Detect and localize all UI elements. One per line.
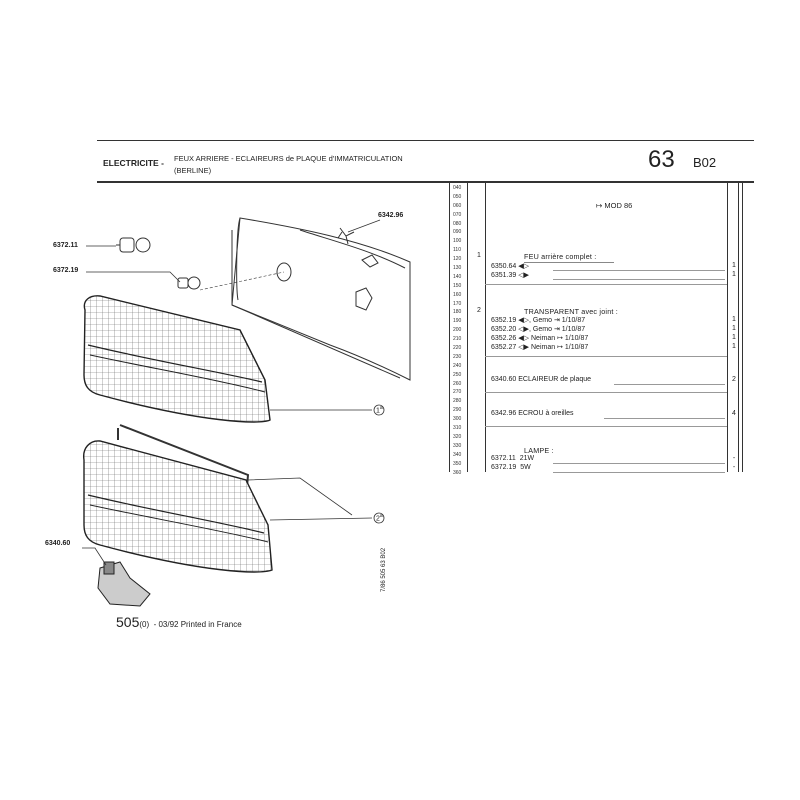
lampe-title: LAMPE : bbox=[524, 446, 554, 455]
group-title-1: FEU arrière complet : bbox=[524, 252, 597, 261]
row-number: 070 bbox=[453, 211, 462, 218]
part-row: 6352.20 ◁▶, Gemo ⇥ 1/10/87 bbox=[491, 326, 586, 333]
bulb-5w-icon bbox=[178, 277, 200, 289]
dotted-leader bbox=[604, 418, 725, 419]
row-number: 330 bbox=[453, 442, 462, 449]
part-row: 6372.19 5W bbox=[491, 464, 531, 471]
part-row: 6352.19 ◀▷, Gemo ⇥ 1/10/87 bbox=[491, 317, 586, 324]
row-number: 250 bbox=[453, 371, 462, 378]
row-number: 230 bbox=[453, 353, 462, 360]
left-right-arrow-icon: ◁▶ bbox=[518, 272, 530, 279]
group-separator bbox=[485, 356, 727, 357]
part-row: 6342.96 ECROU à oreilles bbox=[491, 410, 574, 417]
qty: 1 bbox=[732, 316, 736, 323]
row-number: 240 bbox=[453, 362, 462, 369]
dotted-leader bbox=[553, 472, 725, 473]
qty: - bbox=[732, 455, 736, 462]
col-rule bbox=[727, 182, 728, 472]
car-body-panel bbox=[232, 218, 410, 380]
dotted-leader bbox=[553, 270, 725, 271]
row-number: 320 bbox=[453, 433, 462, 440]
row-number-column bbox=[453, 186, 461, 479]
row-number: 130 bbox=[453, 265, 462, 272]
row-number: 340 bbox=[453, 451, 462, 458]
group-title-underline bbox=[524, 262, 614, 263]
row-number: 080 bbox=[453, 220, 462, 227]
part-row: 6350.64 ◀▷ bbox=[491, 263, 530, 270]
arrow-bar-icon: ↦ bbox=[596, 201, 603, 210]
col-rule bbox=[485, 182, 486, 472]
col-rule bbox=[742, 182, 743, 472]
row-number: 310 bbox=[453, 425, 462, 432]
group-number: 63 bbox=[648, 146, 675, 173]
plate-light-icon bbox=[98, 562, 150, 606]
row-number: 260 bbox=[453, 380, 462, 387]
left-right-arrow-icon: ◀▷ bbox=[518, 263, 530, 270]
part-row: 6351.39 ◁▶ bbox=[491, 272, 530, 279]
marker-2: 2$^a$ bbox=[376, 513, 383, 523]
group-separator bbox=[485, 392, 727, 393]
arrow-bar-right-icon: ⇥ bbox=[553, 317, 560, 324]
qty: 1 bbox=[732, 271, 736, 278]
row-number: 290 bbox=[453, 407, 462, 414]
callout-label: 6342.96 bbox=[378, 212, 404, 219]
row-number: 350 bbox=[453, 460, 462, 467]
bar-arrow-right-icon: ↦ bbox=[557, 335, 563, 342]
dotted-leader bbox=[553, 279, 725, 280]
row-number: 170 bbox=[453, 300, 462, 307]
mod-label: ↦ MOD 86 bbox=[596, 201, 633, 210]
row-number: 270 bbox=[453, 389, 462, 396]
vertical-code: 7/86 505 63 B02 bbox=[381, 547, 387, 592]
row-number: 090 bbox=[453, 229, 462, 236]
callout-label: 6372.11 bbox=[53, 242, 78, 249]
row-number: 180 bbox=[453, 309, 462, 316]
qty: 4 bbox=[732, 410, 736, 417]
part-row: 6340.60 ECLAIREUR de plaque bbox=[491, 376, 592, 383]
row-number: 110 bbox=[453, 247, 461, 254]
col-rule bbox=[467, 182, 468, 472]
row-number: 280 bbox=[453, 398, 462, 405]
qty: 2 bbox=[732, 376, 736, 383]
row-number: 190 bbox=[453, 318, 462, 325]
part-row: 6352.27 ◁▶ Neiman ↦ 1/10/87 bbox=[491, 344, 589, 351]
row-number: 060 bbox=[453, 202, 462, 209]
left-right-arrow-icon: ◁▶ bbox=[518, 344, 530, 351]
qty: 1 bbox=[732, 334, 736, 341]
bar-arrow-right-icon: ↦ bbox=[557, 344, 563, 351]
row-number: 360 bbox=[453, 469, 462, 476]
row-number: 300 bbox=[453, 416, 462, 423]
left-right-arrow-icon: ◁▶ bbox=[518, 326, 530, 333]
dotted-leader bbox=[553, 463, 725, 464]
row-number: 100 bbox=[453, 238, 462, 245]
group-number-2: 2 bbox=[477, 307, 481, 314]
left-right-arrow-icon: ◀▷ bbox=[518, 335, 530, 342]
section-label: ELECTRICITE - bbox=[103, 158, 164, 168]
marker-1: 1$^a$ bbox=[376, 405, 383, 415]
dotted-leader bbox=[614, 384, 725, 385]
group-number-1: 1 bbox=[477, 252, 481, 259]
left-right-arrow-icon: ◀▷ bbox=[518, 317, 530, 324]
tail-lamp-lens bbox=[84, 425, 272, 572]
row-number: 150 bbox=[453, 282, 462, 289]
qty: - bbox=[732, 464, 736, 471]
page-title: FEUX ARRIERE - ECLAIREURS de PLAQUE d'IMMATRICULATION bbox=[174, 154, 403, 163]
qty: 1 bbox=[732, 343, 736, 350]
arrow-bar-right-icon: ⇥ bbox=[553, 326, 560, 333]
part-row: 6372.11 21W bbox=[491, 455, 535, 462]
row-number: 220 bbox=[453, 345, 462, 352]
row-number: 200 bbox=[453, 327, 462, 334]
bulb-21w-icon bbox=[116, 238, 150, 252]
row-number: 140 bbox=[453, 273, 462, 280]
tail-lamp-assembly bbox=[84, 296, 270, 422]
row-number: 120 bbox=[453, 256, 462, 263]
group-title-2: TRANSPARENT avec joint : bbox=[524, 307, 619, 316]
group-separator bbox=[485, 284, 727, 285]
row-number: 050 bbox=[453, 193, 462, 200]
group-separator bbox=[485, 426, 727, 427]
callout-label: 6372.19 bbox=[53, 267, 79, 274]
part-row: 6352.26 ◀▷ Neiman ↦ 1/10/87 bbox=[491, 335, 589, 342]
sub-number: B02 bbox=[693, 155, 717, 170]
callout-label: 6340.60 bbox=[45, 540, 71, 547]
row-number: 160 bbox=[453, 291, 462, 298]
qty: 1 bbox=[732, 262, 736, 269]
row-number: 210 bbox=[453, 336, 462, 343]
qty: 1 bbox=[732, 325, 736, 332]
row-number: 040 bbox=[453, 185, 462, 191]
page-subtitle: (BERLINE) bbox=[174, 166, 212, 175]
footer-print-info: 505(0) - 03/92 Printed in France bbox=[116, 614, 242, 630]
